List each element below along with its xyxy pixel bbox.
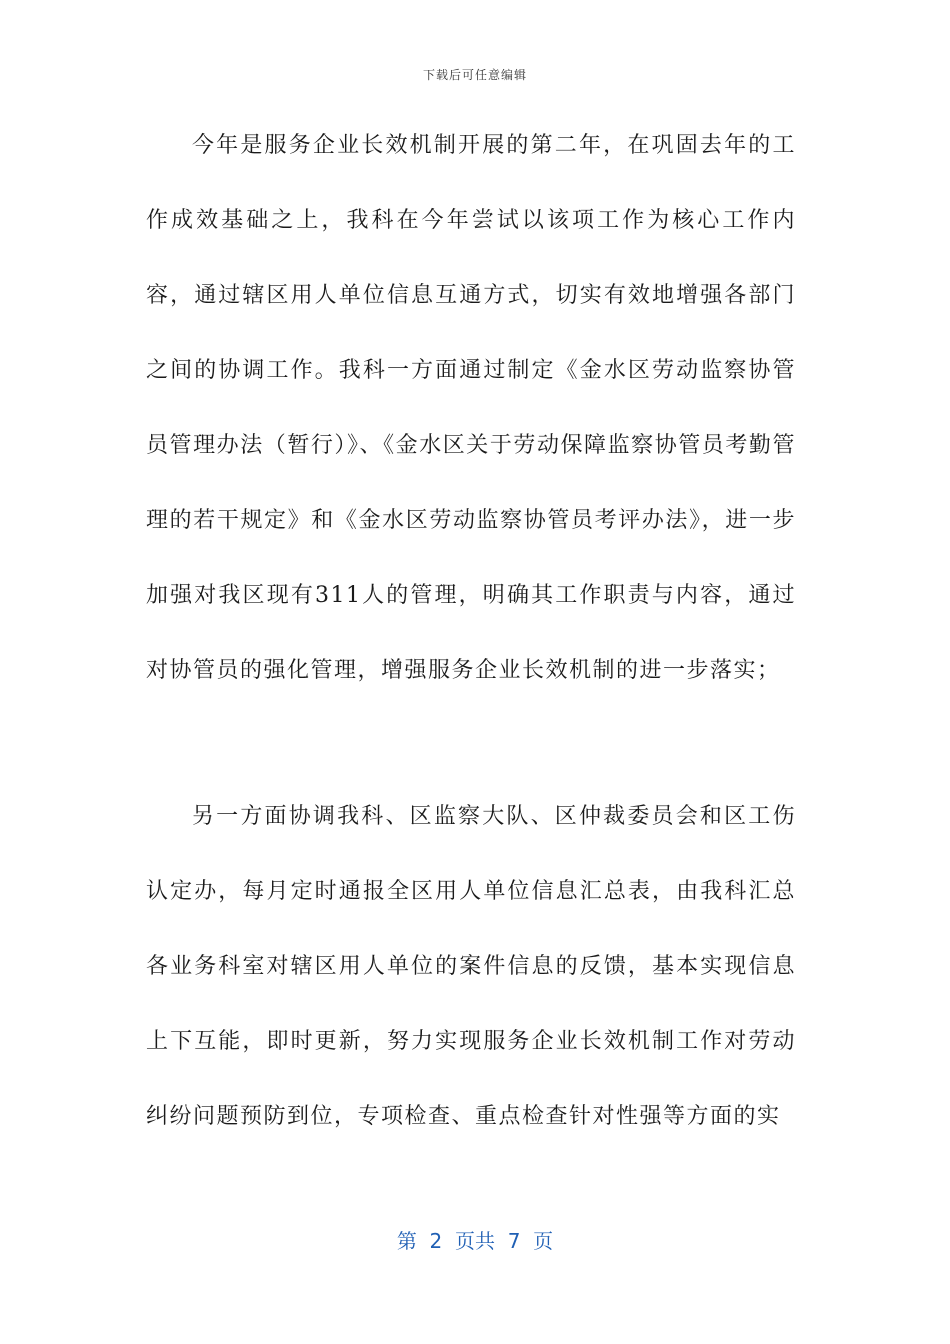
- paragraph-1: 今年是服务企业长效机制开展的第二年，在巩固去年的工作成效基础之上，我科在今年尝试以该项工作为核心工作内容，通过辖区用人单位信息互通方式，切实有效地增强各部门之间的协调工作。我科一方面通过制定《金水区劳动监察协管员管理办法（暂行）》、《金水区关于劳动保障监察协管员考勤管理的若干规定》和《金水区劳动监察协管员考评办法》，进一步加强对我区现有311人的管理，明确其工作职责与内容，通过对协管员的强化管理，增强服务企业长效机制的进一步落实；: [146, 133, 796, 683]
- page-number-footer: 第 2 页共 7 页: [396, 1229, 554, 1253]
- document-body-part-2: [146, 779, 796, 1154]
- document-body-part-1: [146, 108, 796, 708]
- paragraph-2: 另一方面协调我科、区监察大队、区仲裁委员会和区工伤认定办，每月定时通报全区用人单位信息汇总表，由我科汇总各业务科室对辖区用人单位的案件信息的反馈，基本实现信息上下互能，即时更新，努力实现服务企业长效机制工作对劳动纠纷问题预防到位，专项检查、重点检查针对性强等方面的实: [146, 804, 796, 1129]
- header-note: 下载后可任意编辑: [422, 68, 527, 82]
